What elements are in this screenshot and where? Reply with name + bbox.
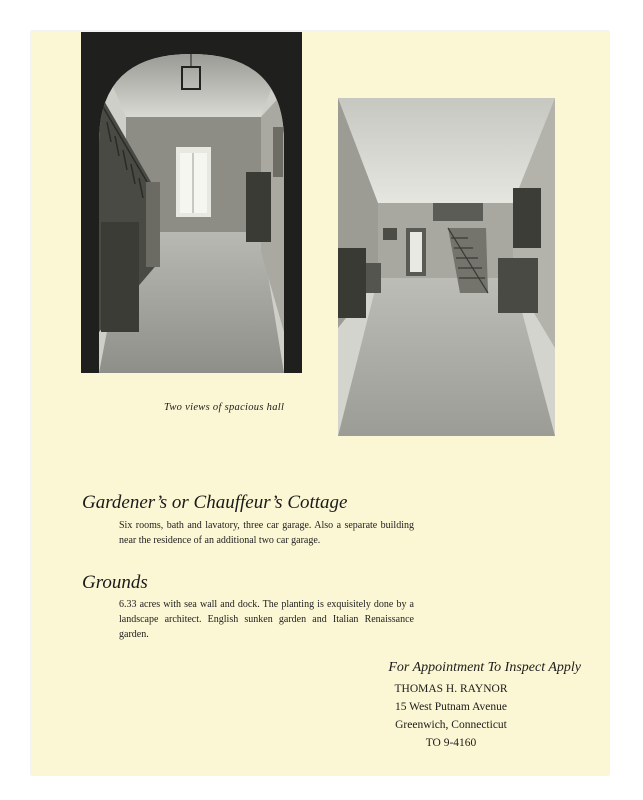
grounds-heading: Grounds	[82, 572, 148, 593]
brochure-page	[31, 31, 609, 775]
hall-photo-arch	[81, 32, 302, 373]
photo-caption: Two views of spacious hall	[164, 402, 285, 413]
hall-photo-staircase	[338, 98, 555, 436]
contact-city: Greenwich, Connecticut	[395, 719, 507, 731]
cottage-heading: Gardener’s or Chauffeur’s Cottage	[82, 492, 348, 513]
contact-intro: For Appointment To Inspect Apply	[388, 660, 581, 675]
contact-phone: TO 9-4160	[425, 737, 477, 749]
grounds-description: 6.33 acres with sea wall and dock. The planting is exquisitely done by a landscape architect. English sunken garden and Italian Renaissance garden.	[119, 599, 414, 640]
contact-name: THOMAS H. RAYNOR	[394, 683, 508, 695]
cottage-description: Six rooms, bath and lavatory, three car garage. Also a separate building near the residence of an additional two car garage.	[119, 520, 414, 546]
contact-street: 15 West Putnam Avenue	[394, 701, 508, 713]
contact-block	[321, 660, 581, 752]
